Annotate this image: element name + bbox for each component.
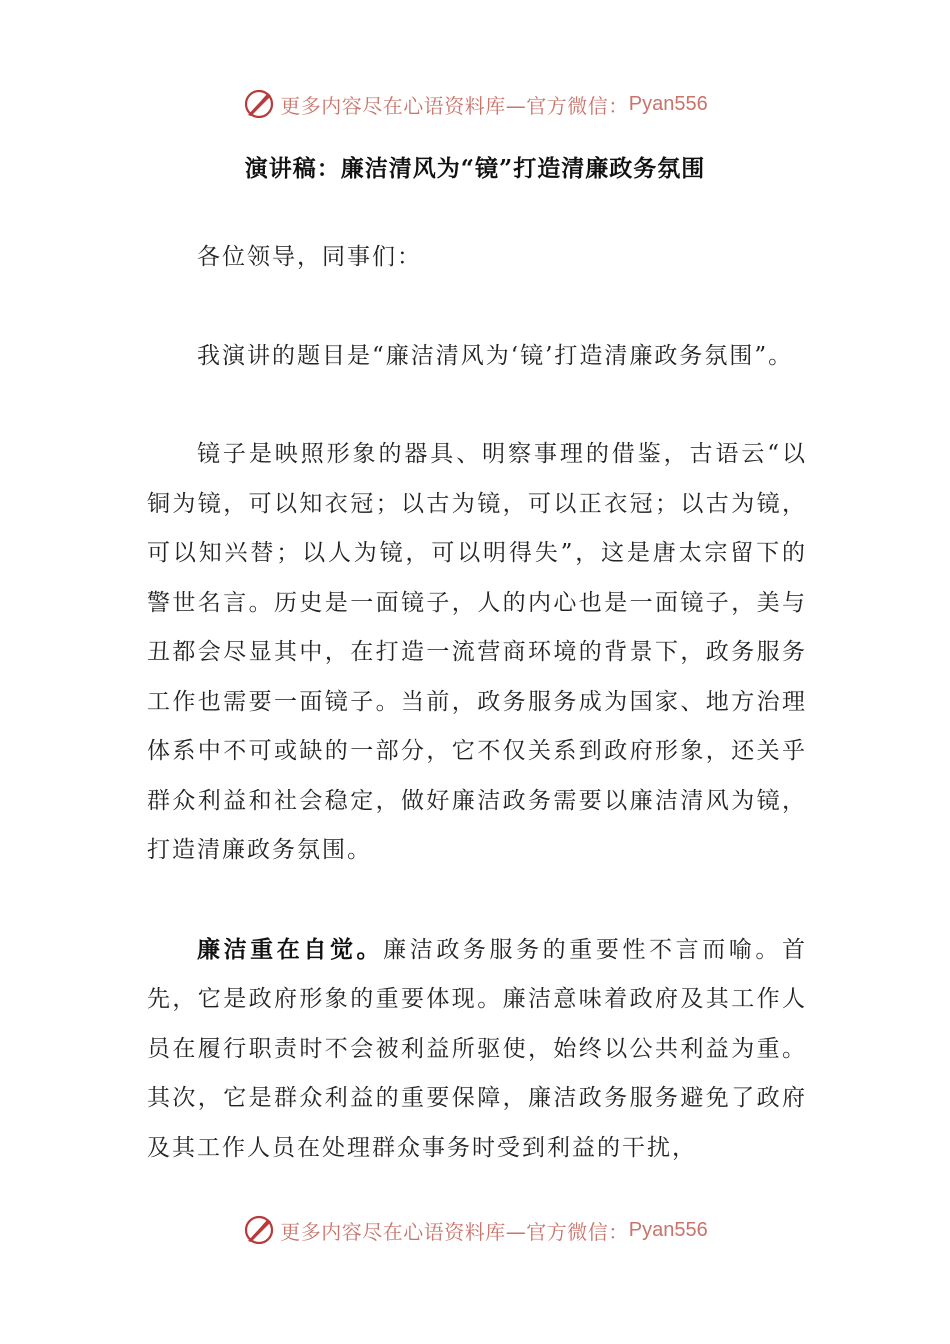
section-body: 廉洁政务服务的重要性不言而喻。首先，它是政府形象的重要体现。廉洁意味着政府及其工作人员在履行职责时不会被利益所驱使，始终以公共利益为重。其次，它是群众利益的重要保障，廉洁政务服务避免了政府及其工作人员在处理群众事务时受到利益的干扰， [147, 936, 808, 1161]
paragraph-mirror: 镜子是映照形象的器具、明察事理的借鉴，古语云“以铜为镜，可以知衣冠；以古为镜，可以正衣冠；以古为镜，可以知兴替；以人为镜，可以明得失”，这是唐太宗留下的警世名言。历史是一面镜子，人的内心也是一面镜子，美与丑都会尽显其中，在打造一流营商环境的背景下，政务服务工作也需要一面镜子。当前，政务服务成为国家、地方治理体系中不可或缺的一部分，它不仅关系到政府形象，还关乎群众利益和社会稳定，做好廉洁政务需要以廉洁清风为镜，打造清廉政务氛围。 [147, 441, 807, 863]
paragraph-topic: 我演讲的题目是“廉洁清风为‘镜’打造清廉政务氛围”。 [197, 342, 794, 369]
quill-pen-logo-icon [242, 1213, 276, 1247]
header-banner [0, 84, 950, 124]
wechat-id: Pyan556 [628, 92, 708, 115]
paragraph-section1 [147, 925, 807, 1174]
quill-pen-logo-icon [242, 87, 276, 121]
document-body [147, 233, 807, 1222]
footer-banner [0, 1210, 950, 1250]
section-heading: 廉洁重在自觉。 [197, 935, 384, 963]
banner-text: 更多内容尽在心语资料库—官方微信： [280, 93, 629, 118]
document-title: 演讲稿：廉洁清风为“镜”打造清廉政务氛围 [244, 155, 706, 182]
greeting: 各位领导，同事们： [197, 244, 422, 270]
banner-text: 更多内容尽在心语资料库—官方微信： [280, 1219, 629, 1244]
wechat-id: Pyan556 [628, 1218, 708, 1241]
